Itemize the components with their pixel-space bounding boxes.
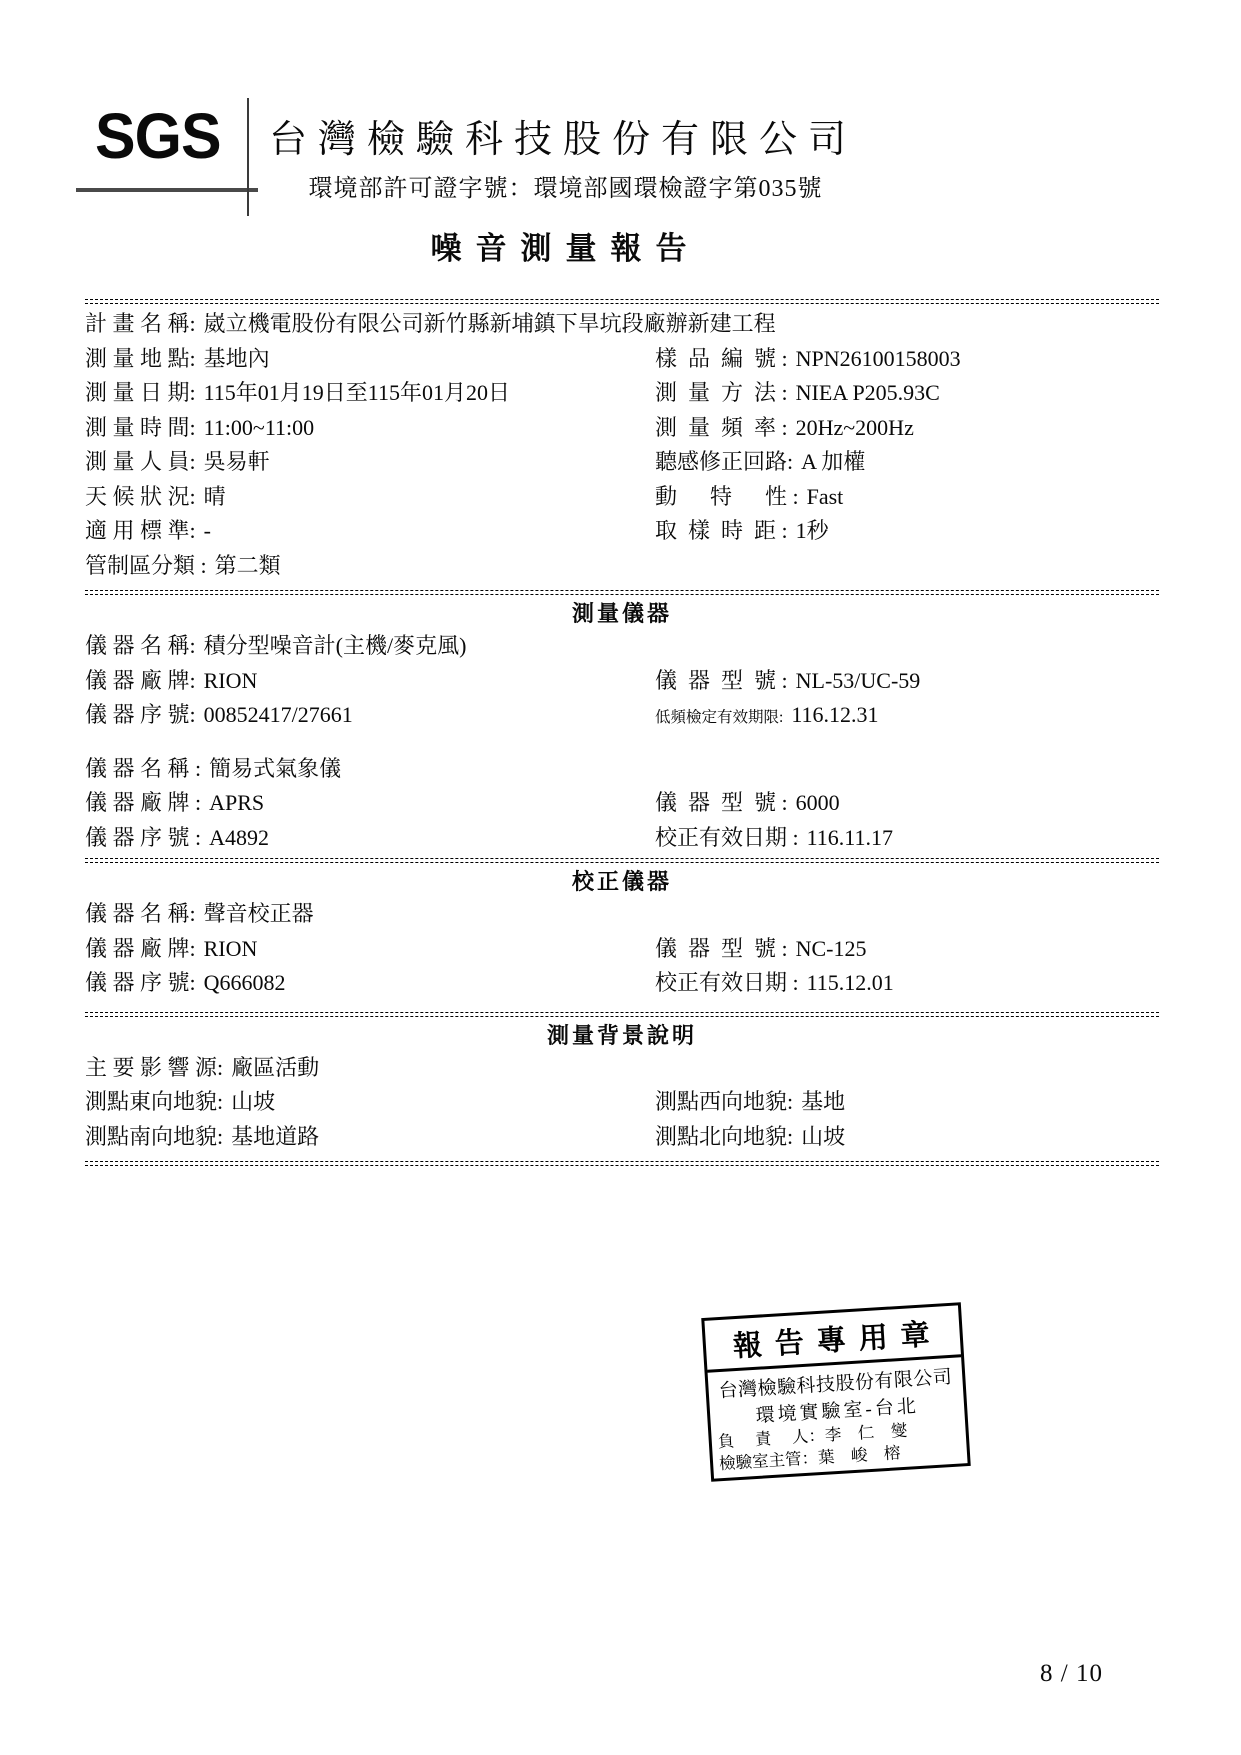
field-value: NIEA P205.93C bbox=[795, 380, 940, 405]
field-value: 廠區活動 bbox=[231, 1054, 320, 1080]
field-value: 1秒 bbox=[795, 518, 829, 543]
background-source-row bbox=[85, 1051, 1159, 1086]
field-value: 116.12.31 bbox=[791, 702, 879, 727]
field-value: 6000 bbox=[795, 790, 840, 815]
field-label: 管制區分類 : bbox=[85, 552, 207, 578]
stamp-supervisor-label: 檢驗室主管： bbox=[718, 1448, 819, 1474]
section-divider bbox=[85, 858, 1159, 863]
stamp-lab-name: 環境實驗室-台北 bbox=[755, 1395, 920, 1427]
permit-number-line: 環境部許可證字號：環境部國環檢證字第035號 bbox=[308, 176, 823, 202]
field-value: RION bbox=[203, 667, 258, 693]
field-label: 測 量 方 法 : bbox=[655, 380, 788, 405]
field-label: 樣 品 編 號 : bbox=[655, 345, 788, 371]
project-name-row bbox=[85, 307, 1159, 342]
page-number: 8 / 10 bbox=[1040, 1660, 1103, 1687]
field-value: 崴立機電股份有限公司新竹縣新埔鎮下旱坑段廠辦新建工程 bbox=[203, 311, 776, 336]
field-label: 儀 器 型 號 : bbox=[655, 667, 788, 693]
field-label: 校正有效日期 : bbox=[655, 824, 799, 850]
field-label: 儀 器 廠 牌 : bbox=[85, 790, 202, 815]
field-value: 晴 bbox=[203, 483, 226, 509]
instrument-serial-row bbox=[85, 821, 1159, 856]
company-name: 台灣檢驗科技股份有限公司 bbox=[268, 119, 857, 161]
field-value: 00852417/27661 bbox=[203, 702, 353, 727]
field-label: 測 量 人 員: bbox=[85, 449, 196, 474]
info-row bbox=[85, 480, 1159, 515]
calibration-serial-row bbox=[85, 966, 1159, 1001]
section-divider bbox=[85, 590, 1159, 595]
field-label: 適 用 標 準: bbox=[85, 518, 196, 543]
field-value: APRS bbox=[209, 790, 265, 815]
field-label: 主 要 影 響 源: bbox=[85, 1054, 224, 1080]
field-label: 儀 器 廠 牌: bbox=[85, 935, 196, 961]
field-value: NL-53/UC-59 bbox=[795, 667, 921, 693]
section-heading-calibration: 校正儀器 bbox=[571, 869, 672, 894]
field-value: A 加權 bbox=[801, 449, 866, 474]
field-value: NPN26100158003 bbox=[795, 345, 961, 371]
section-divider bbox=[85, 299, 1159, 304]
field-label: 天 候 狀 況: bbox=[85, 483, 196, 509]
field-label: 測點南向地貌: bbox=[85, 1123, 224, 1149]
instrument-serial-row bbox=[85, 698, 1159, 736]
section-heading-instruments: 測量儀器 bbox=[571, 601, 672, 626]
stamp-manager-label: 負 責 人： bbox=[717, 1425, 826, 1452]
instrument-name-row bbox=[85, 629, 1159, 664]
field-label: 取 樣 時 距 : bbox=[655, 518, 788, 543]
calibration-brand-row bbox=[85, 932, 1159, 967]
field-value: 山坡 bbox=[801, 1123, 846, 1149]
field-label: 測點北向地貌: bbox=[655, 1123, 794, 1149]
field-label: 校正有效日期 : bbox=[655, 970, 799, 995]
field-label: 聽感修正回路: bbox=[655, 449, 794, 474]
info-row bbox=[85, 342, 1159, 377]
field-value: 第二類 bbox=[214, 552, 281, 578]
field-label: 計 畫 名 稱: bbox=[85, 311, 196, 336]
field-label: 低頻檢定有效期限: bbox=[655, 709, 784, 726]
field-value: 基地 bbox=[801, 1089, 846, 1114]
field-label: 儀 器 序 號 : bbox=[85, 824, 202, 850]
field-label: 動 特 性 : bbox=[655, 483, 799, 509]
field-label: 儀 器 名 稱 : bbox=[85, 755, 202, 781]
field-value: 積分型噪音計(主機/麥克風) bbox=[203, 633, 467, 658]
background-east-west-row bbox=[85, 1085, 1159, 1120]
field-label: 儀 器 型 號 : bbox=[655, 790, 788, 815]
section-divider bbox=[85, 1161, 1159, 1166]
report-body bbox=[85, 296, 1159, 1169]
info-row bbox=[85, 411, 1159, 446]
field-value: Fast bbox=[806, 483, 844, 509]
stamp-manager-name: 李 仁 燮 bbox=[824, 1420, 908, 1445]
field-label: 測 量 時 間: bbox=[85, 414, 196, 440]
field-value: - bbox=[203, 518, 211, 543]
sgs-logo: SGS bbox=[95, 100, 221, 172]
info-row bbox=[85, 445, 1159, 480]
field-value: 基地內 bbox=[203, 345, 270, 371]
info-row bbox=[85, 514, 1159, 549]
field-label: 測點西向地貌: bbox=[655, 1089, 794, 1114]
field-value: 山坡 bbox=[231, 1089, 276, 1114]
stamp-supervisor-name: 葉 峻 榕 bbox=[817, 1443, 901, 1468]
section-heading-background: 測量背景說明 bbox=[546, 1022, 697, 1048]
field-label: 測點東向地貌: bbox=[85, 1089, 224, 1114]
field-label: 儀 器 名 稱: bbox=[85, 633, 196, 658]
field-value: 115.12.01 bbox=[806, 970, 894, 995]
report-seal-stamp bbox=[701, 1302, 971, 1482]
field-value: NC-125 bbox=[795, 935, 867, 961]
instrument-brand-row bbox=[85, 786, 1159, 821]
field-label: 測 量 地 點: bbox=[85, 345, 196, 371]
background-south-north-row bbox=[85, 1120, 1159, 1155]
field-value: 11:00~11:00 bbox=[203, 414, 315, 440]
field-value: 簡易式氣象儀 bbox=[209, 755, 342, 781]
field-value: 吳易軒 bbox=[203, 449, 270, 474]
field-value: 基地道路 bbox=[231, 1123, 320, 1149]
field-label: 測 量 頻 率 : bbox=[655, 414, 788, 440]
field-value: 115年01月19日至115年01月20日 bbox=[203, 380, 510, 405]
stamp-title: 報告專用章 bbox=[704, 1305, 961, 1372]
instrument-brand-row bbox=[85, 664, 1159, 699]
info-row bbox=[85, 376, 1159, 411]
field-label: 儀 器 序 號: bbox=[85, 702, 196, 727]
field-label: 儀 器 名 稱: bbox=[85, 901, 196, 926]
field-label: 儀 器 型 號 : bbox=[655, 935, 788, 961]
field-value: RION bbox=[203, 935, 258, 961]
field-label: 儀 器 序 號: bbox=[85, 970, 196, 995]
calibration-name-row bbox=[85, 897, 1159, 932]
field-value: A4892 bbox=[209, 824, 270, 850]
section-divider bbox=[85, 1012, 1159, 1017]
field-label: 測 量 日 期: bbox=[85, 380, 196, 405]
stamp-company-name: 台灣檢驗科技股份有限公司 bbox=[718, 1366, 953, 1403]
field-label: 儀 器 廠 牌: bbox=[85, 667, 196, 693]
info-row bbox=[85, 549, 1159, 584]
instrument-name-row bbox=[85, 752, 1159, 787]
field-value: 116.11.17 bbox=[806, 824, 893, 850]
field-value: Q666082 bbox=[203, 970, 286, 995]
field-value: 聲音校正器 bbox=[203, 901, 314, 926]
report-title: 噪音測量報告 bbox=[430, 231, 701, 266]
field-value: 20Hz~200Hz bbox=[795, 414, 914, 440]
